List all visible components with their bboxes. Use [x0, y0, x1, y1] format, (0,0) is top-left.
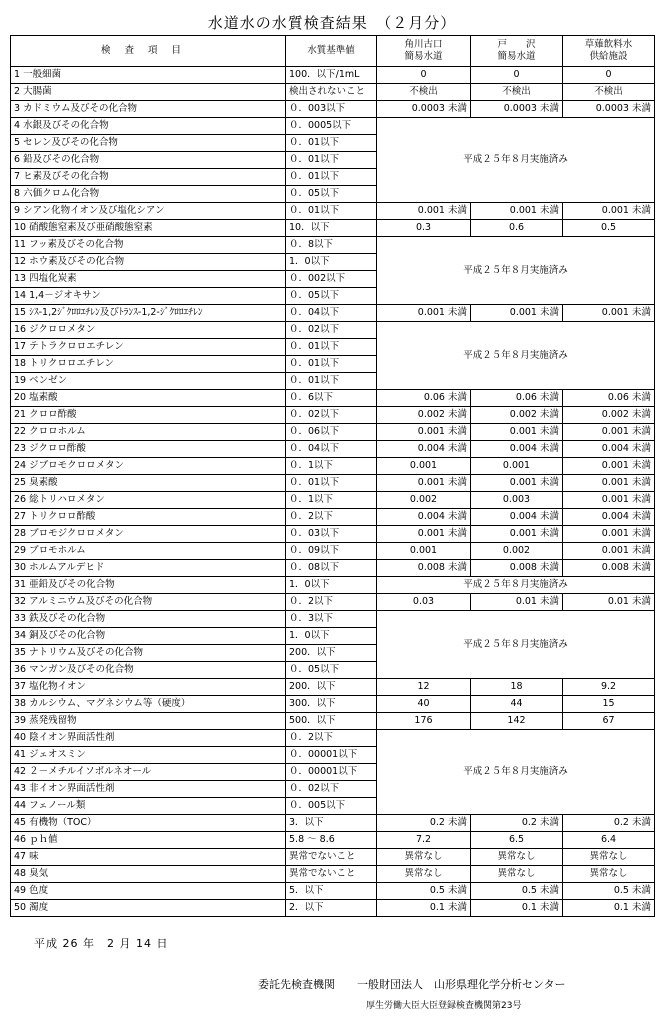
result-cell: 0.1 未満: [563, 900, 655, 917]
standard-value-cell: 500．以下: [286, 713, 377, 730]
result-cell: 0.3: [377, 220, 471, 237]
result-cell: 6.5: [471, 832, 563, 849]
testing-organization: 委託先検査機関 一般財団法人 山形県理化学分析センター: [258, 978, 566, 991]
table-row: [11, 696, 655, 713]
result-cell: 0.06 未満: [471, 390, 563, 407]
standard-value-cell: 3．以下: [286, 815, 377, 832]
standard-value-cell: ０．01以下: [286, 203, 377, 220]
result-cell: 0.001 未満: [563, 526, 655, 543]
item-name-cell: 3 カドミウム及びその化合物: [11, 101, 286, 118]
table-row: [11, 424, 655, 441]
item-name-cell: 29 ブロモホルム: [11, 543, 286, 560]
table-row: [11, 203, 655, 220]
result-cell: 40: [377, 696, 471, 713]
result-cell: 0: [471, 67, 563, 84]
result-cell: 0.001 未満: [471, 203, 563, 220]
table-row: [11, 492, 655, 509]
item-name-cell: 25 臭素酸: [11, 475, 286, 492]
standard-value-cell: 異常でないこと: [286, 866, 377, 883]
standard-value-cell: 300．以下: [286, 696, 377, 713]
item-name-cell: 31 亜鉛及びその化合物: [11, 577, 286, 594]
standard-value-cell: ０．00001以下: [286, 764, 377, 781]
item-name-cell: 4 水銀及びその化合物: [11, 118, 286, 135]
item-name-cell: 20 塩素酸: [11, 390, 286, 407]
header-item: 検査項目: [11, 36, 286, 67]
item-name-cell: 12 ホウ素及びその化合物: [11, 254, 286, 271]
standard-value-cell: ０．02以下: [286, 322, 377, 339]
result-cell: 0.004 未満: [563, 441, 655, 458]
standard-value-cell: ０．003以下: [286, 101, 377, 118]
result-cell: 0: [563, 67, 655, 84]
result-cell: 0.004 未満: [377, 509, 471, 526]
result-cell: 0.004 未満: [471, 509, 563, 526]
table-row: [11, 866, 655, 883]
standard-value-cell: ０．002以下: [286, 271, 377, 288]
result-cell: 0.2 未満: [563, 815, 655, 832]
table-row: [11, 118, 655, 135]
result-cell: 0.001 未満: [377, 305, 471, 322]
standard-value-cell: 1．0以下: [286, 628, 377, 645]
standard-value-cell: 5．以下: [286, 883, 377, 900]
table-row: [11, 458, 655, 475]
table-row: [11, 475, 655, 492]
result-cell: 0.001 未満: [563, 475, 655, 492]
standard-value-cell: ０．01以下: [286, 152, 377, 169]
result-cell: 0.001 未満: [563, 305, 655, 322]
result-cell: 不検出: [471, 84, 563, 101]
item-name-cell: 40 陰イオン界面活性剤: [11, 730, 286, 747]
completed-note-cell: 平成２５年８月実施済み: [377, 322, 655, 390]
result-cell: 142: [471, 713, 563, 730]
table-row: [11, 611, 655, 628]
result-cell: 異常なし: [471, 849, 563, 866]
report-date: 平成 26 年 2 月 14 日: [34, 937, 169, 950]
standard-value-cell: ０．06以下: [286, 424, 377, 441]
result-cell: 0.001 未満: [563, 543, 655, 560]
result-cell: 18: [471, 679, 563, 696]
table-row: [11, 900, 655, 917]
item-name-cell: 28 ブロモジクロロメタン: [11, 526, 286, 543]
table-row: [11, 560, 655, 577]
result-cell: 67: [563, 713, 655, 730]
standard-value-cell: ０．0005以下: [286, 118, 377, 135]
result-cell: 0.01 未満: [471, 594, 563, 611]
table-row: [11, 237, 655, 254]
item-name-cell: 36 マンガン及びその化合物: [11, 662, 286, 679]
item-name-cell: 18 トリクロロエチレン: [11, 356, 286, 373]
table-row: [11, 67, 655, 84]
result-cell: 0.001 未満: [377, 475, 471, 492]
item-name-cell: 30 ホルムアルデヒド: [11, 560, 286, 577]
result-cell: 異常なし: [377, 866, 471, 883]
item-name-cell: 33 鉄及びその化合物: [11, 611, 286, 628]
table-row: [11, 526, 655, 543]
standard-value-cell: ０．01以下: [286, 135, 377, 152]
result-cell: 0.001 未満: [471, 475, 563, 492]
result-cell: 0.2 未満: [377, 815, 471, 832]
item-name-cell: 43 非イオン界面活性剤: [11, 781, 286, 798]
item-name-cell: 47 味: [11, 849, 286, 866]
table-row: [11, 883, 655, 900]
standard-value-cell: ０．3以下: [286, 611, 377, 628]
result-cell: 0.004 未満: [377, 441, 471, 458]
result-cell: 不検出: [563, 84, 655, 101]
header-standard: 水質基準値: [286, 36, 377, 67]
table-row: [11, 84, 655, 101]
standard-value-cell: ０．2以下: [286, 509, 377, 526]
result-cell: 0.001 未満: [377, 424, 471, 441]
table-row: [11, 815, 655, 832]
item-name-cell: 50 濁度: [11, 900, 286, 917]
result-cell: 0.001 未満: [563, 492, 655, 509]
item-name-cell: 48 臭気: [11, 866, 286, 883]
standard-value-cell: ０．005以下: [286, 798, 377, 815]
result-cell: 15: [563, 696, 655, 713]
result-cell: 0.004 未満: [471, 441, 563, 458]
table-row: [11, 509, 655, 526]
table-row: [11, 713, 655, 730]
result-cell: 0.0003 未満: [563, 101, 655, 118]
table-row: [11, 543, 655, 560]
standard-value-cell: ０．04以下: [286, 441, 377, 458]
result-cell: 0.008 未満: [563, 560, 655, 577]
result-cell: 176: [377, 713, 471, 730]
result-cell: 0.001 未満: [471, 526, 563, 543]
result-cell: 0.001 未満: [471, 305, 563, 322]
result-cell: 0.06 未満: [377, 390, 471, 407]
result-cell: 0.03: [377, 594, 471, 611]
result-cell: 0.008 未満: [471, 560, 563, 577]
standard-value-cell: 5.8 ～ 8.6: [286, 832, 377, 849]
header-col2: 戸 沢 簡易水道: [471, 36, 563, 67]
table-row: [11, 594, 655, 611]
standard-value-cell: ０．1以下: [286, 458, 377, 475]
table-row: [11, 407, 655, 424]
standard-value-cell: ０．01以下: [286, 356, 377, 373]
item-name-cell: 16 ジクロロメタン: [11, 322, 286, 339]
result-cell: 0.004 未満: [563, 509, 655, 526]
result-cell: 0.002 未満: [471, 407, 563, 424]
standard-value-cell: ０．02以下: [286, 407, 377, 424]
result-cell: 0.1 未満: [471, 900, 563, 917]
result-cell: 0.2 未満: [471, 815, 563, 832]
standard-value-cell: 1．0以下: [286, 254, 377, 271]
item-name-cell: 11 フッ素及びその化合物: [11, 237, 286, 254]
standard-value-cell: ０．6以下: [286, 390, 377, 407]
result-cell: 0.001 未満: [471, 424, 563, 441]
result-cell: 0: [377, 67, 471, 84]
table-row: [11, 832, 655, 849]
standard-value-cell: ０．01以下: [286, 373, 377, 390]
table-row: [11, 441, 655, 458]
completed-note-cell: 平成２５年８月実施済み: [377, 118, 655, 203]
table-body: [11, 67, 655, 917]
table-row: [11, 849, 655, 866]
table-row: [11, 577, 655, 594]
table-row: [11, 679, 655, 696]
result-cell: 0.06 未満: [563, 390, 655, 407]
standard-value-cell: ０．09以下: [286, 543, 377, 560]
item-name-cell: 22 クロロホルム: [11, 424, 286, 441]
result-cell: 44: [471, 696, 563, 713]
result-cell: 異常なし: [377, 849, 471, 866]
result-cell: 0.002: [377, 492, 471, 509]
item-name-cell: 19 ベンゼン: [11, 373, 286, 390]
item-name-cell: 44 フェノール類: [11, 798, 286, 815]
result-cell: 0.0003 未満: [377, 101, 471, 118]
result-cell: 0.0003 未満: [471, 101, 563, 118]
result-cell: 0.001: [377, 458, 471, 475]
header-col3: 草薙飲料水 供給施設: [563, 36, 655, 67]
result-cell: 7.2: [377, 832, 471, 849]
result-cell: 9.2: [563, 679, 655, 696]
table-header-row: [11, 36, 655, 67]
result-cell: 異常なし: [471, 866, 563, 883]
result-cell: 0.001 未満: [563, 424, 655, 441]
result-cell: 不検出: [377, 84, 471, 101]
standard-value-cell: 検出されないこと: [286, 84, 377, 101]
item-name-cell: 34 銅及びその化合物: [11, 628, 286, 645]
item-name-cell: 35 ナトリウム及びその化合物: [11, 645, 286, 662]
standard-value-cell: ０．03以下: [286, 526, 377, 543]
standard-value-cell: ０．05以下: [286, 662, 377, 679]
result-cell: 0.002 未満: [563, 407, 655, 424]
standard-value-cell: ０．02以下: [286, 781, 377, 798]
standard-value-cell: 200．以下: [286, 645, 377, 662]
standard-value-cell: ０．01以下: [286, 475, 377, 492]
result-cell: 異常なし: [563, 866, 655, 883]
result-cell: 異常なし: [563, 849, 655, 866]
item-name-cell: 1 一般細菌: [11, 67, 286, 84]
result-cell: 6.4: [563, 832, 655, 849]
standard-value-cell: ０．01以下: [286, 169, 377, 186]
item-name-cell: 26 総トリハロメタン: [11, 492, 286, 509]
water-quality-table: [10, 35, 655, 917]
item-name-cell: 39 蒸発残留物: [11, 713, 286, 730]
result-cell: 0.002: [471, 543, 563, 560]
item-name-cell: 23 ジクロロ酢酸: [11, 441, 286, 458]
item-name-cell: 7 ヒ素及びその化合物: [11, 169, 286, 186]
result-cell: 0.5 未満: [471, 883, 563, 900]
table-row: [11, 390, 655, 407]
standard-value-cell: ０．2以下: [286, 594, 377, 611]
item-name-cell: 8 六価クロム化合物: [11, 186, 286, 203]
result-cell: 0.01 未満: [563, 594, 655, 611]
standard-value-cell: 200．以下: [286, 679, 377, 696]
result-cell: 0.002 未満: [377, 407, 471, 424]
standard-value-cell: 1．0以下: [286, 577, 377, 594]
result-cell: 0.001 未満: [563, 203, 655, 220]
item-name-cell: 17 テトラクロロエチレン: [11, 339, 286, 356]
table-row: [11, 101, 655, 118]
completed-note-cell: 平成２５年８月実施済み: [377, 237, 655, 305]
item-name-cell: 14 1,4－ジオキサン: [11, 288, 286, 305]
table-row: [11, 730, 655, 747]
result-cell: 0.003: [471, 492, 563, 509]
item-name-cell: 24 ジブロモクロロメタン: [11, 458, 286, 475]
item-name-cell: 5 セレン及びその化合物: [11, 135, 286, 152]
completed-note-cell: 平成２５年８月実施済み: [377, 577, 655, 594]
result-cell: 0.5 未満: [377, 883, 471, 900]
registration-note: 厚生労働大臣大臣登録検査機関第23号: [366, 1001, 522, 1011]
standard-value-cell: ０．04以下: [286, 305, 377, 322]
standard-value-cell: 10．以下: [286, 220, 377, 237]
item-name-cell: 38 カルシウム、マグネシウム等（硬度）: [11, 696, 286, 713]
item-name-cell: 49 色度: [11, 883, 286, 900]
standard-value-cell: 2．以下: [286, 900, 377, 917]
result-cell: 0.5 未満: [563, 883, 655, 900]
standard-value-cell: ０．05以下: [286, 288, 377, 305]
item-name-cell: 2 大腸菌: [11, 84, 286, 101]
item-name-cell: 13 四塩化炭素: [11, 271, 286, 288]
item-name-cell: 21 クロロ酢酸: [11, 407, 286, 424]
result-cell: 0.6: [471, 220, 563, 237]
result-cell: 0.008 未満: [377, 560, 471, 577]
standard-value-cell: ０．8以下: [286, 237, 377, 254]
item-name-cell: 9 シアン化物イオン及び塩化シアン: [11, 203, 286, 220]
result-cell: 0.5: [563, 220, 655, 237]
result-cell: 0.001 未満: [377, 526, 471, 543]
standard-value-cell: ０．01以下: [286, 339, 377, 356]
result-cell: 0.001 未満: [563, 458, 655, 475]
item-name-cell: 45 有機物（TOC）: [11, 815, 286, 832]
completed-note-cell: 平成２５年８月実施済み: [377, 611, 655, 679]
standard-value-cell: ０．1以下: [286, 492, 377, 509]
completed-note-cell: 平成２５年８月実施済み: [377, 730, 655, 815]
item-name-cell: 46 ｐｈ値: [11, 832, 286, 849]
result-cell: 0.1 未満: [377, 900, 471, 917]
result-cell: 12: [377, 679, 471, 696]
standard-value-cell: ０．2以下: [286, 730, 377, 747]
item-name-cell: 37 塩化物イオン: [11, 679, 286, 696]
result-cell: 0.001: [377, 543, 471, 560]
standard-value-cell: ０．08以下: [286, 560, 377, 577]
header-col1: 角川古口 簡易水道: [377, 36, 471, 67]
item-name-cell: 15 ｼｽ-1,2ｼﾞｸﾛﾛｴﾁﾚﾝ及びﾄﾗﾝｽ-1,2-ｼﾞｸﾛﾛｴﾁﾚﾝ: [11, 305, 286, 322]
item-name-cell: 27 トリクロロ酢酸: [11, 509, 286, 526]
standard-value-cell: 100．以下/1mL: [286, 67, 377, 84]
table-row: [11, 220, 655, 237]
table-row: [11, 322, 655, 339]
standard-value-cell: ０．00001以下: [286, 747, 377, 764]
table-row: [11, 305, 655, 322]
item-name-cell: 41 ジェオスミン: [11, 747, 286, 764]
standard-value-cell: ０．05以下: [286, 186, 377, 203]
result-cell: 0.001: [471, 458, 563, 475]
result-cell: 0.001 未満: [377, 203, 471, 220]
standard-value-cell: 異常でないこと: [286, 849, 377, 866]
item-name-cell: 42 ２－メチルイソボルネオール: [11, 764, 286, 781]
item-name-cell: 32 アルミニウム及びその化合物: [11, 594, 286, 611]
item-name-cell: 10 硝酸態窒素及び亜硝酸態窒素: [11, 220, 286, 237]
item-name-cell: 6 鉛及びその化合物: [11, 152, 286, 169]
page-title: 水道水の水質検査結果 （２月分）: [207, 14, 457, 32]
